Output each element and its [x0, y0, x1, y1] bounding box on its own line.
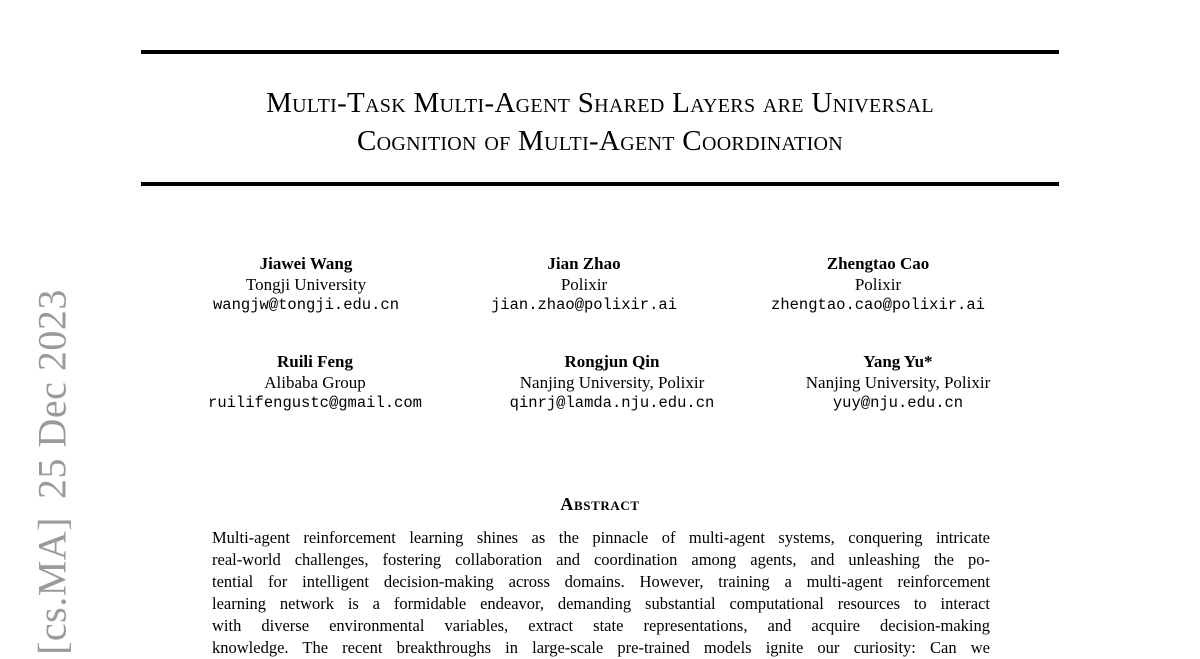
author-card: [165, 351, 465, 414]
author-card: [156, 253, 456, 316]
paper-title-line-1: Multi-Task Multi-Agent Shared Layers are Universal: [266, 87, 934, 119]
author-card: [728, 253, 1028, 316]
author-affiliation: Polixir: [560, 275, 608, 294]
author-card: [434, 253, 734, 316]
abstract-line: real-world challenges, fostering collaboration and coordination among agents, and unleashing the po-: [212, 550, 990, 569]
author-name: Jiawei Wang: [259, 254, 353, 273]
author-name: Ruili Feng: [276, 352, 354, 371]
arxiv-category: [cs.MA]: [29, 516, 75, 655]
author-email[interactable]: qinrj@lamda.nju.edu.cn: [509, 394, 715, 412]
abstract-line: learning network is a formidable endeavor, demanding substantial computational resources to interact: [212, 594, 990, 613]
author-affiliation: Tongji University: [245, 275, 367, 294]
author-name: Jian Zhao: [547, 254, 621, 273]
abstract-line: tential for intelligent decision-making across domains. However, training a multi-agent reinforcement: [212, 572, 990, 591]
author-card: [748, 351, 1048, 414]
author-affiliation: Polixir: [854, 275, 902, 294]
author-email[interactable]: yuy@nju.edu.cn: [832, 394, 964, 412]
paper-title: [141, 84, 1059, 160]
title-bottom-rule: [141, 182, 1059, 186]
author-email[interactable]: ruilifengustc@gmail.com: [208, 394, 422, 412]
author-name: Rongjun Qin: [564, 352, 660, 371]
author-affiliation: Nanjing University, Polixir: [805, 373, 991, 392]
author-email[interactable]: zhengtao.cao@polixir.ai: [771, 296, 985, 314]
title-top-rule: [141, 50, 1059, 54]
abstract-heading: Abstract: [560, 494, 640, 514]
author-name: Yang Yu*: [863, 352, 933, 371]
author-name: Zhengtao Cao: [826, 254, 930, 273]
arxiv-identifier-stamp: [29, 289, 76, 655]
abstract-line: knowledge. The recent breakthroughs in large-scale pre-trained models ignite our curiosity: Can we: [212, 638, 990, 657]
author-affiliation: Alibaba Group: [264, 373, 366, 392]
author-email[interactable]: jian.zhao@polixir.ai: [490, 296, 678, 314]
arxiv-date: 25 Dec 2023: [29, 289, 75, 499]
paper-title-line-2: Cognition of Multi-Agent Coordination: [356, 125, 844, 157]
author-card: [462, 351, 762, 414]
author-affiliation: Nanjing University, Polixir: [519, 373, 705, 392]
abstract-body: [212, 527, 990, 659]
author-email[interactable]: wangjw@tongji.edu.cn: [212, 296, 400, 314]
abstract-line: Multi-agent reinforcement learning shines as the pinnacle of multi-agent systems, conquering intricate: [212, 528, 990, 547]
abstract-line: with diverse environmental variables, extract state representations, and acquire decision-making: [212, 616, 990, 635]
